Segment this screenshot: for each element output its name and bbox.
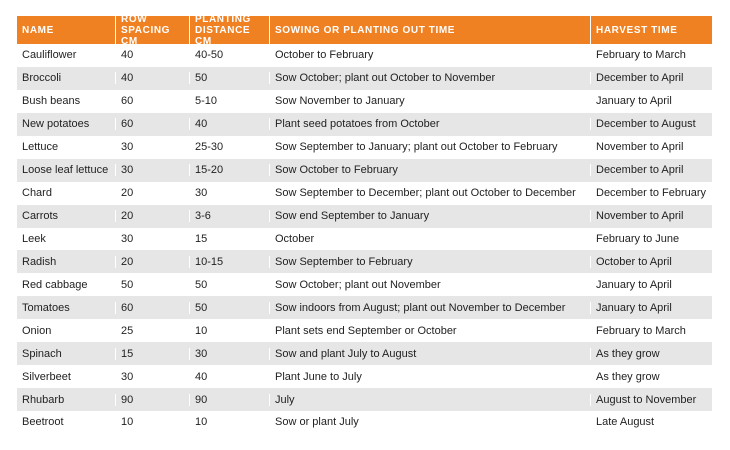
cell-planting-distance: 25-30 — [189, 141, 269, 153]
header-planting-distance: PLANTING DISTANCE CM — [189, 16, 269, 44]
cell-harvest-time: February to March — [590, 49, 712, 61]
table-row — [17, 90, 712, 113]
cell-sowing-time: October — [269, 233, 590, 245]
cell-harvest-time: December to April — [590, 164, 712, 176]
cell-planting-distance: 5-10 — [189, 95, 269, 107]
cell-planting-distance: 10 — [189, 325, 269, 337]
table-row — [17, 365, 712, 388]
table-row — [17, 342, 712, 365]
cell-planting-distance: 50 — [189, 72, 269, 84]
cell-planting-distance: 10-15 — [189, 256, 269, 268]
table-row — [17, 319, 712, 342]
cell-row-spacing: 40 — [115, 72, 189, 84]
table-row — [17, 159, 712, 182]
cell-row-spacing: 40 — [115, 49, 189, 61]
cell-name: Red cabbage — [22, 278, 88, 291]
cell-row-spacing: 20 — [115, 210, 189, 222]
cell-sowing-time: Sow October to February — [269, 164, 590, 176]
cell-row-spacing: 10 — [115, 416, 189, 428]
table-row — [17, 205, 712, 228]
cell-name: Broccoli — [22, 72, 62, 85]
table-row — [17, 67, 712, 90]
cell-harvest-time: February to June — [590, 233, 712, 245]
cell-planting-distance: 10 — [189, 416, 269, 428]
cell-harvest-time: December to April — [590, 72, 712, 84]
cell-planting-distance: 30 — [189, 348, 269, 360]
cell-sowing-time: Sow indoors from August; plant out November to December — [269, 302, 590, 314]
table-header — [17, 13, 712, 47]
table-row — [17, 296, 712, 319]
table-row — [17, 182, 712, 205]
cell-row-spacing: 30 — [115, 233, 189, 245]
cell-planting-distance: 50 — [189, 279, 269, 291]
cell-sowing-time: Plant June to July — [269, 371, 590, 383]
cell-row-spacing: 25 — [115, 325, 189, 337]
header-sowing-time: SOWING OR PLANTING OUT TIME — [269, 16, 590, 44]
cell-sowing-time: Sow October; plant out November — [269, 279, 590, 291]
cell-row-spacing: 90 — [115, 394, 189, 406]
cell-planting-distance: 40 — [189, 118, 269, 130]
cell-harvest-time: January to April — [590, 302, 712, 314]
cell-sowing-time: Sow or plant July — [269, 416, 590, 428]
cell-name: Silverbeet — [22, 370, 71, 383]
cell-name: Beetroot — [22, 416, 64, 429]
cell-name: Cauliflower — [22, 49, 77, 62]
cell-row-spacing: 30 — [115, 164, 189, 176]
cell-harvest-time: As they grow — [590, 371, 712, 383]
cell-name: Bush beans — [22, 95, 81, 108]
cell-planting-distance: 40 — [189, 371, 269, 383]
cell-sowing-time: Plant sets end September or October — [269, 325, 590, 337]
cell-name: Lettuce — [22, 141, 59, 154]
table-body — [17, 44, 712, 434]
cell-sowing-time: Sow and plant July to August — [269, 348, 590, 360]
table-row — [17, 136, 712, 159]
cell-sowing-time: Plant seed potatoes from October — [269, 118, 590, 130]
cell-planting-distance: 30 — [189, 187, 269, 199]
cell-harvest-time: February to March — [590, 325, 712, 337]
cell-sowing-time: July — [269, 394, 590, 406]
cell-row-spacing: 60 — [115, 95, 189, 107]
table-row — [17, 273, 712, 296]
cell-row-spacing: 30 — [115, 371, 189, 383]
cell-name: New potatoes — [22, 118, 90, 131]
cell-row-spacing: 15 — [115, 348, 189, 360]
cell-row-spacing: 20 — [115, 256, 189, 268]
cell-harvest-time: August to November — [590, 394, 712, 406]
table-row — [17, 228, 712, 251]
cell-harvest-time: January to April — [590, 95, 712, 107]
cell-harvest-time: As they grow — [590, 348, 712, 360]
table-row — [17, 388, 712, 411]
cell-sowing-time: Sow end September to January — [269, 210, 590, 222]
cell-name: Carrots — [22, 210, 59, 223]
cell-name: Rhubarb — [22, 393, 65, 406]
cell-harvest-time: November to April — [590, 141, 712, 153]
cell-sowing-time: Sow September to February — [269, 256, 590, 268]
cell-sowing-time: Sow September to January; plant out October to February — [269, 141, 590, 153]
cell-name: Chard — [22, 187, 52, 200]
cell-harvest-time: October to April — [590, 256, 712, 268]
cell-name: Spinach — [22, 347, 62, 360]
table-row — [17, 250, 712, 273]
cell-planting-distance: 50 — [189, 302, 269, 314]
cell-planting-distance: 3-6 — [189, 210, 269, 222]
cell-harvest-time: December to February — [590, 187, 712, 199]
cell-planting-distance: 15 — [189, 233, 269, 245]
cell-sowing-time: Sow October; plant out October to November — [269, 72, 590, 84]
cell-harvest-time: November to April — [590, 210, 712, 222]
cell-row-spacing: 60 — [115, 302, 189, 314]
cell-planting-distance: 40-50 — [189, 49, 269, 61]
table-row — [17, 44, 712, 67]
cell-row-spacing: 50 — [115, 279, 189, 291]
cell-name: Onion — [22, 324, 52, 337]
cell-row-spacing: 60 — [115, 118, 189, 130]
cell-harvest-time: December to August — [590, 118, 712, 130]
cell-harvest-time: January to April — [590, 279, 712, 291]
cell-name: Radish — [22, 255, 57, 268]
cell-row-spacing: 30 — [115, 141, 189, 153]
cell-sowing-time: Sow September to December; plant out October to December — [269, 187, 590, 199]
cell-row-spacing: 20 — [115, 187, 189, 199]
planting-table — [17, 13, 712, 434]
cell-harvest-time: Late August — [590, 416, 712, 428]
header-harvest-time: HARVEST TIME — [590, 16, 712, 44]
cell-sowing-time: October to February — [269, 49, 590, 61]
table-row — [17, 113, 712, 136]
cell-name: Tomatoes — [22, 301, 70, 314]
cell-name: Leek — [22, 232, 46, 245]
header-name: NAME — [22, 24, 54, 36]
cell-planting-distance: 90 — [189, 394, 269, 406]
cell-sowing-time: Sow November to January — [269, 95, 590, 107]
cell-planting-distance: 15-20 — [189, 164, 269, 176]
header-row-spacing: ROW SPACING CM — [115, 16, 189, 44]
cell-name: Loose leaf lettuce — [22, 164, 109, 177]
table-row — [17, 411, 712, 434]
